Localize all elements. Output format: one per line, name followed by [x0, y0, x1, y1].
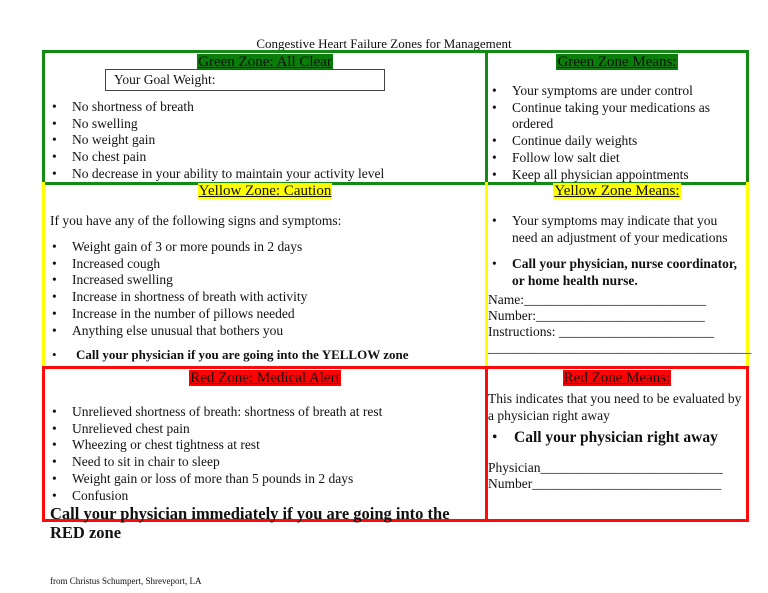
list-item: • Weight gain of 3 or more pounds in 2 days — [50, 239, 307, 256]
list-item: • Continue taking your medications as ordered — [490, 100, 740, 133]
yellow-intro: If you have any of the following signs and symptoms: — [50, 213, 342, 228]
instructions-blank-line[interactable]: _______________________________________ — [488, 340, 752, 355]
yellow-means-list — [490, 213, 740, 290]
red-number-line[interactable]: Number____________________________ — [488, 476, 722, 491]
yellow-call-list — [50, 347, 409, 364]
list-item: • No swelling — [50, 116, 384, 133]
list-item: • Continue daily weights — [490, 133, 740, 150]
yellow-zone — [42, 182, 488, 369]
red-zone-header: Red Zone: Medical Alert — [190, 370, 340, 386]
list-item: • Increased cough — [50, 256, 307, 273]
physician-line[interactable]: Physician___________________________ — [488, 460, 723, 475]
yellow-call-instruction: • Call your physician if you are going into the YELLOW zone — [50, 347, 409, 364]
list-item: • Increase in shortness of breath with activity — [50, 289, 307, 306]
list-item: • Confusion — [50, 488, 382, 505]
list-item: • Unrelieved chest pain — [50, 421, 382, 438]
list-item: • No chest pain — [50, 149, 384, 166]
list-item: • Your symptoms are under control — [490, 83, 740, 100]
list-item: • Need to sit in chair to sleep — [50, 454, 382, 471]
yellow-zone-header: Yellow Zone: Caution — [198, 183, 332, 199]
green-means-header: Green Zone Means: — [557, 54, 677, 70]
list-item: • Anything else unusual that bothers you — [50, 323, 307, 340]
goal-weight-label: Your Goal Weight: — [114, 72, 216, 87]
yellow-symptom-list — [50, 239, 307, 339]
footer-source: from Christus Schumpert, Shreveport, LA — [50, 576, 202, 586]
goal-weight-field[interactable] — [105, 69, 385, 91]
page-title: Congestive Heart Failure Zones for Management — [256, 36, 512, 51]
green-means-list — [490, 83, 740, 183]
list-item: • Increase in the number of pillows needed — [50, 306, 307, 323]
red-zone — [42, 366, 488, 542]
green-zone-header: Green Zone: All Clear — [198, 54, 332, 70]
yellow-means-header: Yellow Zone Means: — [554, 183, 680, 199]
green-zone — [42, 50, 488, 185]
list-item: • Keep all physician appointments — [490, 167, 740, 184]
list-item: • No decrease in your ability to maintain your activity level — [50, 166, 384, 183]
green-symptom-list — [50, 99, 384, 183]
list-item: • Your symptoms may indicate that you need an adjustment of your medications — [490, 213, 740, 246]
list-item: • Increased swelling — [50, 272, 307, 289]
instructions-line[interactable]: Instructions: _______________________ — [488, 324, 715, 339]
yellow-zone-means — [485, 182, 752, 369]
red-zone-means — [485, 366, 749, 522]
list-item: • Wheezing or chest tightness at rest — [50, 437, 382, 454]
number-line[interactable]: Number:_________________________ — [488, 308, 705, 323]
red-means-text: This indicates that you need to be evaluated by a physician right away — [488, 391, 742, 423]
red-means-header: Red Zone Means: — [563, 370, 671, 386]
red-call-instruction: Call your physician immediately if you are going into the RED zone — [50, 504, 450, 542]
list-item: • Follow low salt diet — [490, 150, 740, 167]
list-item: • No weight gain — [50, 132, 384, 149]
green-zone-means — [485, 50, 749, 185]
yellow-means-call: • Call your physician, nurse coordinator, or home health nurse. — [490, 256, 740, 289]
red-means-call: • Call your physician right away — [490, 430, 718, 447]
list-item: • Unrelieved shortness of breath: shortness of breath at rest — [50, 404, 382, 421]
list-item: • Weight gain or loss of more than 5 pounds in 2 days — [50, 471, 382, 488]
red-means-list — [490, 430, 718, 447]
name-line[interactable]: Name:___________________________ — [488, 292, 707, 307]
list-item: • No shortness of breath — [50, 99, 384, 116]
red-symptom-list — [50, 404, 382, 504]
